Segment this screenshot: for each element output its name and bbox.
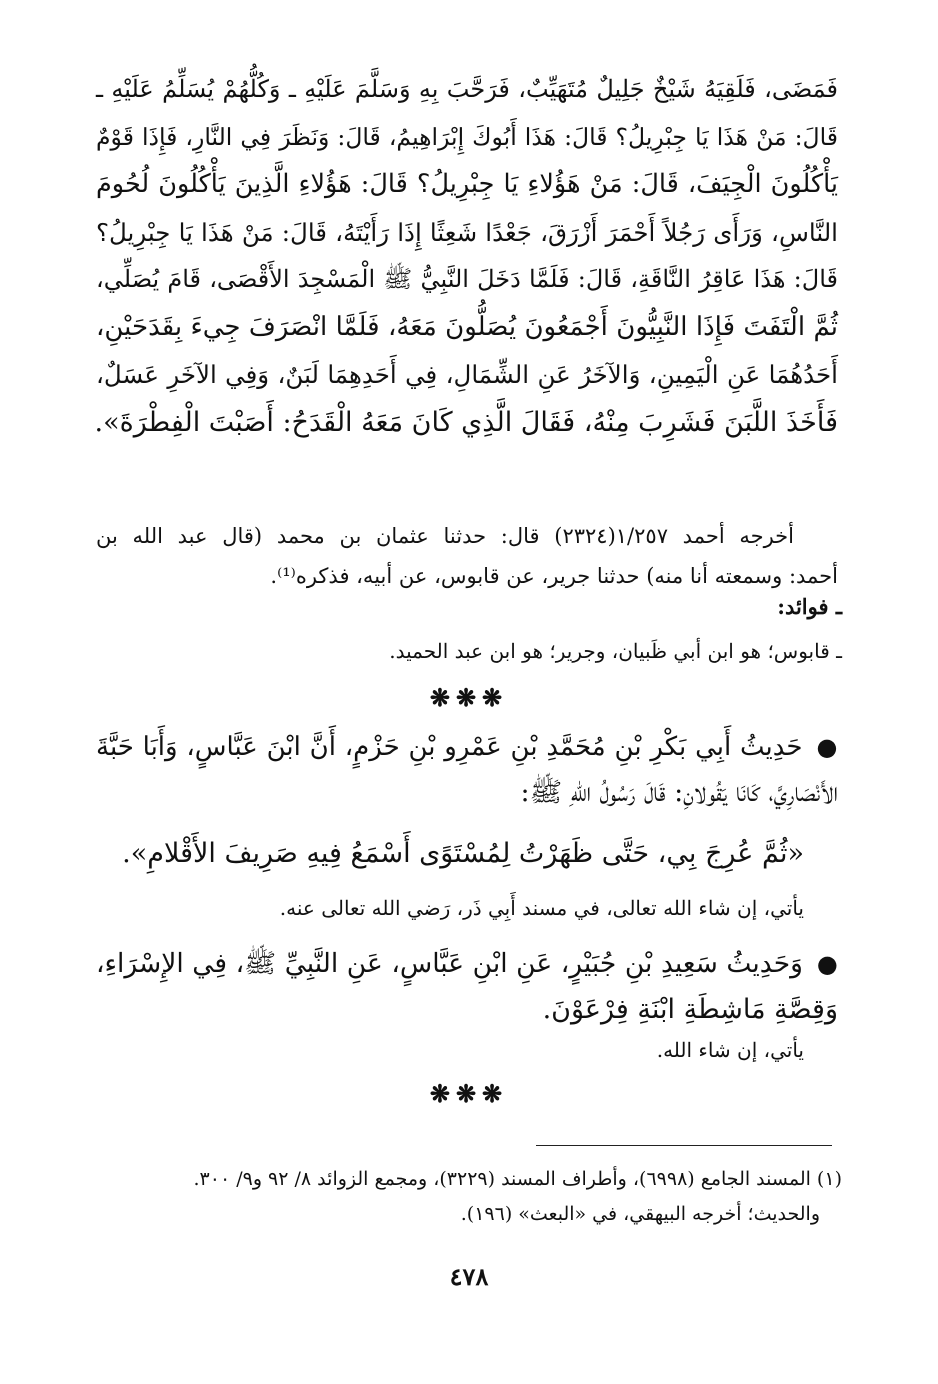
footnote-divider — [536, 1145, 832, 1146]
text-line: أَحَدُهُمَا عَنِ الْيَمِينِ، وَالآخَرُ عَنِ الشِّمَالِ، فِي أَحَدِهِمَا لَبَنٌ، وَفِي الآخَرِ عَسَلٌ، — [96, 360, 838, 389]
page-number: ٤٧٨ — [449, 1262, 489, 1291]
bullet-icon: ● — [816, 950, 838, 978]
footnote-line: والحديث؛ أخرجه البيهقي، في «البعث» (١٩٦). — [460, 1203, 820, 1225]
hadith-line-text: وَحَدِيثُ سَعِيدِ بْنِ جُبَيْرٍ، عَنِ ابْنِ عَبَّاسٍ، عَنِ النَّبِيِّ ﷺ، فِي الإِسْرَاءِ، — [96, 948, 803, 979]
hadith-continuation-text — [96, 66, 838, 446]
source-citation — [96, 516, 838, 596]
hadith-entry — [96, 941, 838, 1033]
text-line: قَالَ: مَنْ هَذَا يَا جِبْرِيلُ؟ قَالَ: هَذَا أَبُوكَ إِبْرَاهِيمُ، قَالَ: وَنَظَرَ فِي النَّارِ، فَإِذَا قَوْمٌ — [96, 122, 838, 151]
cross-reference-note: يأتي، إن شاء الله. — [656, 1038, 804, 1062]
hadith-line-text: حَدِيثُ أَبِي بَكْرِ بْنِ مُحَمَّدِ بْنِ عَمْرِو بْنِ حَزْمٍ، أَنَّ ابْنَ عَبَّاسٍ، وَأَبَا حَبَّةَ — [96, 732, 803, 762]
footnote-line: (١) المسند الجامع (٦٩٩٨)، وأطراف المسند (٣٢٢٩)، ومجمع الزوائد ٨/ ٩٢ و٩/ ٣٠٠. — [193, 1168, 842, 1190]
text-line: ثُمَّ الْتَفَتَ فَإِذَا النَّبِيُّونَ أَجْمَعُونَ يُصَلُّونَ مَعَهُ، فَلَمَّا انْصَرَفَ جِيءَ بِقَدَحَيْنِ، — [96, 311, 838, 342]
hadith-line: وَقِصَّةِ مَاشِطَةِ ابْنَةِ فِرْعَوْنَ. — [542, 994, 838, 1025]
text-line: يَأْكُلُونَ الْجِيَفَ، قَالَ: مَنْ هَؤُلاءِ يَا جِبْرِيلُ؟ قَالَ: هَؤُلاءِ الَّذِينَ يَأْكُلُونَ لُحُومَ — [96, 169, 838, 199]
hadith-entry — [96, 724, 838, 816]
text-line: فَمَضَى، فَلَقِيَهُ شَيْخٌ جَلِيلٌ مُتَهَيِّبٌ، فَرَحَّبَ بِهِ وَسَلَّمَ عَلَيْهِ ـ وَكُلُّهُمْ يُسَلِّمُ عَلَيْهِ ـ — [96, 75, 838, 103]
benefits-item: ـ قابوس؛ هو ابن أبي ظَبيان، وجرير؛ هو ابن عبد الحميد. — [389, 639, 842, 663]
text-line: قَالَ: هَذَا عَاقِرُ النَّاقَةِ، قَالَ: فَلَمَّا دَخَلَ النَّبِيُّ ﷺ الْمَسْجِدَ الأَقْصَى، قَامَ يُصَلِّي، — [96, 265, 838, 293]
text-line: فَأَخَذَ اللَّبَنَ فَشَرِبَ مِنْهُ، فَقَالَ الَّذِي كَانَ مَعَهُ الْقَدَحُ: أَصَبْتَ الْفِطْرَةَ». — [94, 406, 838, 438]
footnotes — [100, 1162, 842, 1232]
hadith-line — [96, 941, 838, 987]
text-line: النَّاسِ، وَرَأَى رَجُلاً أَحْمَرَ أَزْرَقَ، جَعْدًا شَعِثًا إِذَا رَأَيْتَهُ، قَالَ: مَنْ هَذَا يَا جِبْرِيلُ؟ — [96, 217, 838, 247]
bullet-icon: ● — [816, 733, 838, 761]
section-separator: ❋❋❋ — [429, 1079, 509, 1108]
hadith-line: الأَنْصَارِيَّ، كَانَا يَقُولانِ: قَالَ رَسُولُ اللهِ ﷺ: — [520, 777, 838, 808]
hadith-quote: «ثُمَّ عُرِجَ بِي، حَتَّى ظَهَرْتُ لِمُسْتَوًى أَسْمَعُ فِيهِ صَرِيفَ الأَقْلامِ». — [122, 838, 804, 869]
cross-reference-note: يأتي، إن شاء الله تعالى، في مسند أَبِي ذَر، رَضي الله تعالى عنه. — [279, 896, 804, 920]
citation-line: أخرجه أحمد ١/٢٥٧(٢٣٢٤) قال: حدثنا عثمان بن محمد (قال عبد الله بن — [96, 524, 794, 548]
section-separator: ❋❋❋ — [429, 683, 509, 712]
hadith-line — [96, 724, 838, 770]
benefits-heading: ـ فوائد: — [777, 594, 842, 619]
citation-line: أحمد: وسمعته أنا منه) حدثنا جرير، عن قابوس، عن أبيه، فذكره⁽¹⁾. — [270, 564, 838, 588]
